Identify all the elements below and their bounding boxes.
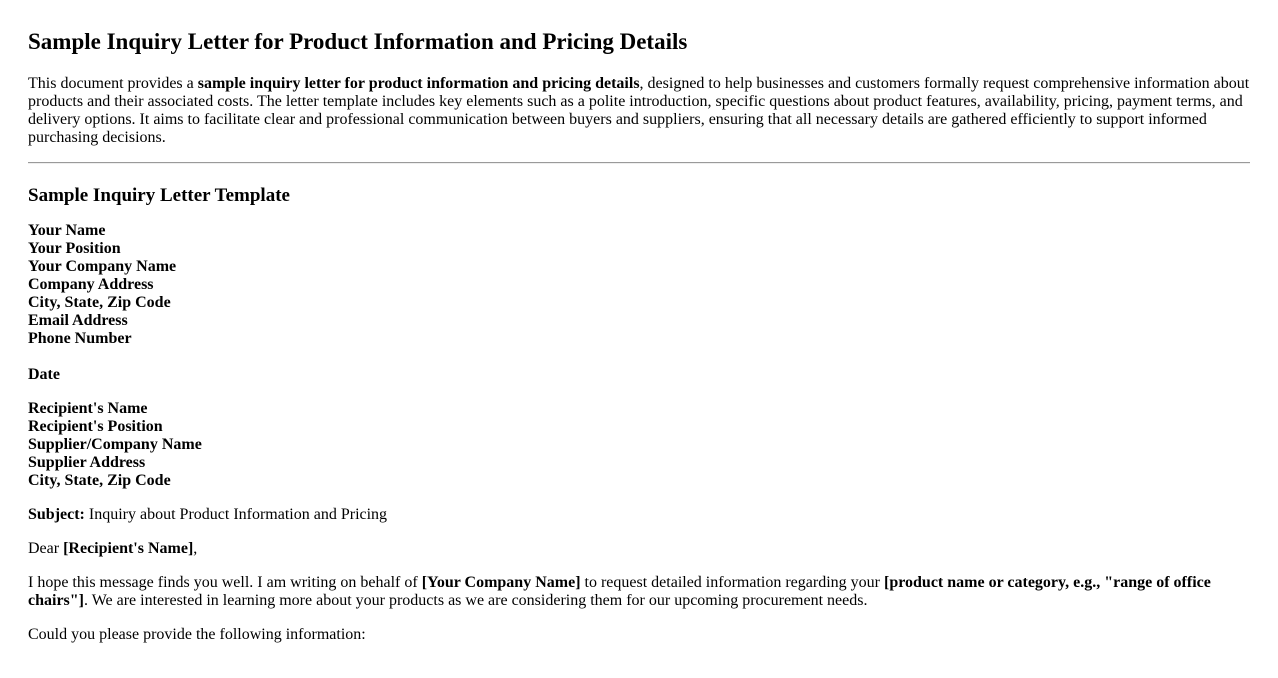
sender-company: Your Company Name (28, 258, 177, 275)
recipient-position: Recipient's Position (28, 418, 163, 435)
body-paragraph-1 (28, 574, 1250, 610)
sender-phone: Phone Number (28, 330, 132, 347)
subject-line (28, 506, 1250, 524)
body1-part2: to request detailed information regarding your (580, 574, 884, 591)
intro-text-start: This document provides a (28, 75, 198, 92)
section-divider (28, 162, 1250, 164)
sender-name: Your Name (28, 222, 106, 239)
intro-text-bold: sample inquiry letter for product information and pricing details (197, 75, 640, 92)
recipient-city: City, State, Zip Code (28, 472, 171, 489)
body1-company: [Your Company Name] (421, 574, 581, 591)
recipient-company: Supplier/Company Name (28, 436, 202, 453)
body1-part1: I hope this message finds you well. I am writing on behalf of (28, 574, 422, 591)
date-block (28, 366, 1250, 384)
greeting-pre: Dear (28, 540, 64, 557)
page-title: Sample Inquiry Letter for Product Information and Pricing Details (28, 29, 688, 54)
subject-text: Inquiry about Product Information and Pricing (84, 506, 388, 523)
intro-paragraph (28, 75, 1250, 147)
recipient-block (28, 400, 1250, 490)
greeting-recipient: [Recipient's Name] (63, 540, 194, 557)
greeting-line (28, 540, 1250, 558)
letter-date: Date (28, 366, 60, 383)
sender-position: Your Position (28, 240, 121, 257)
document-page (0, 28, 1278, 644)
sender-city: City, State, Zip Code (28, 294, 171, 311)
sender-email: Email Address (28, 312, 128, 329)
subject-label: Subject: (28, 506, 85, 523)
recipient-name: Recipient's Name (28, 400, 148, 417)
sender-block (28, 222, 1250, 348)
sender-address: Company Address (28, 276, 154, 293)
body-paragraph-2: Could you please provide the following information: (28, 626, 366, 643)
intro-text-end: , designed to help businesses and customers formally request comprehensive information about products and their associated costs. The letter template includes key elements such as a polite introduction, specific questions about product features, availability, pricing, payment terms, and delivery options. It aims to facilitate clear and professional communication between buyers and suppliers, ensuring that all necessary details are gathered efficiently to support informed purchasing decisions. (28, 75, 1250, 146)
body1-product: [product name or category, e.g., "range of office chairs"] (28, 574, 1211, 609)
greeting-post: , (193, 540, 198, 557)
template-heading: Sample Inquiry Letter Template (28, 185, 290, 206)
recipient-address: Supplier Address (28, 454, 146, 471)
body1-part3: . We are interested in learning more about your products as we are considering them for our upcoming procurement needs. (83, 592, 868, 609)
